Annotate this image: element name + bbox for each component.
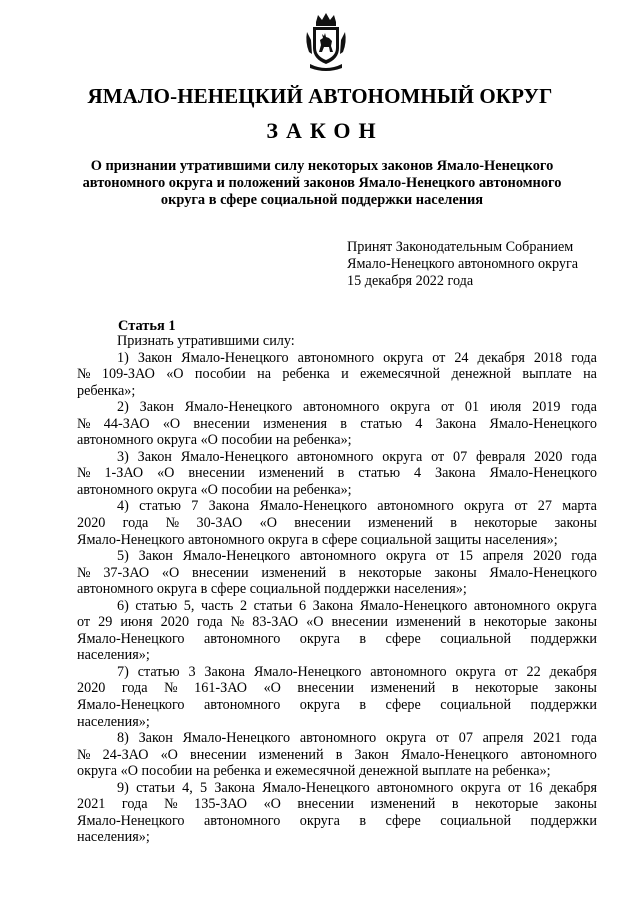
word: внесении [297,680,354,697]
word: в [339,564,346,581]
text-line: населения»; [77,713,150,730]
word: Закона [208,498,250,515]
word: 4, [182,779,193,796]
word: Ямало-Ненецкого [182,730,291,747]
word: года [571,448,597,465]
word: 2020 [77,680,106,697]
word: Ямало-Ненецкого [180,448,289,465]
word: 44-ЗАО [103,415,150,432]
word: в [450,515,457,532]
word: сфере [385,697,421,714]
word: 27 [537,498,552,515]
text-line [77,614,597,631]
adoption-line: Принят Законодательным Собранием [347,239,574,255]
word: статьи [253,597,293,614]
text-line [77,548,597,565]
text-line [77,416,597,433]
text-line [77,813,597,830]
word: 24 [454,349,469,366]
word: автономного [203,812,281,829]
word: 15 [458,548,473,565]
word: округа [386,548,427,565]
word: от [441,399,455,416]
word: 6 [299,597,307,614]
word: в [337,465,345,482]
word: Ямало-Ненецкого [253,663,362,680]
word: внесении [294,515,351,532]
word: автономного [203,630,281,647]
word: изменений [258,746,324,763]
text-line [77,399,597,416]
word: некоторые [475,680,539,697]
word: декабря [549,663,597,680]
word: Закона [204,663,245,680]
word: Закон [137,448,172,465]
word: Ямало-Ненецкого [262,779,370,796]
word: 07 [458,730,473,747]
text-line [77,664,597,681]
word: Ямало-Ненецкого [489,564,597,581]
word: 24-ЗАО [102,746,149,763]
word: Ямало-Ненецкого [359,597,468,614]
word: 01 [464,399,480,416]
word: в [451,680,459,697]
word: «О [161,564,180,581]
word: изменений [370,796,436,813]
word: «О [160,746,178,763]
word: года [122,515,149,532]
word: декабря [477,349,525,366]
word: 6) [117,597,129,614]
word: ежемесячной [360,366,441,383]
word: округа [460,779,501,796]
word: года [121,680,148,697]
word: «О [157,465,175,482]
word: 7 [191,498,199,515]
text-line [77,350,597,367]
article-body [77,333,597,846]
word: 9) [117,779,129,796]
word: внесении [297,796,354,813]
word: автономного [377,498,454,515]
word: округа [299,697,340,714]
word: Закона [435,415,477,432]
word: на [257,366,272,383]
text-line [77,730,597,747]
word: изменений [368,515,433,532]
word: поддержки [530,812,597,829]
word: 4 [415,415,423,432]
word: на [583,366,597,383]
word: Закон [354,746,389,763]
document-type-title: ЗАКОН [266,118,384,143]
word: 7) [117,663,129,680]
word: 22 [526,663,541,680]
word: № [164,796,178,813]
word: года [571,349,597,366]
text-line [77,780,597,797]
word: и [341,366,349,383]
word: изменений [258,465,324,482]
word: некоторые [474,515,538,532]
adoption-note [347,239,578,290]
word: 1) [117,349,129,366]
subject-line: округа в сфере социальной поддержки населения [160,192,484,208]
word: Закон [137,349,173,366]
adoption-line: Ямало-Ненецкого автономного округа [347,256,579,272]
word: «О [306,614,324,631]
word: от [514,498,528,515]
word: «О [263,796,281,813]
text-line: Ямало-Ненецкого автономного округа в сфере социальной защиты населения»; [77,531,558,548]
text-line: Признать утратившими силу: [117,333,295,349]
word: 2) [117,399,129,416]
word: 2019 [532,399,561,416]
adoption-date: 15 декабря 2022 года [347,273,474,289]
word: автономного [297,448,374,465]
word: автономного [297,349,375,366]
text-line [77,366,597,383]
word: Закон [139,399,174,416]
word: 2020 [160,614,190,631]
word: 37-ЗАО [103,564,150,581]
word: законы [434,564,477,581]
word: года [121,796,148,813]
word: Ямало-Ненецкого [489,465,597,482]
word: автономного [302,399,380,416]
word: 3) [117,448,129,465]
word: денежной [451,366,511,383]
word: законы [554,515,597,532]
text-line [77,449,597,466]
word: внесении [331,614,388,631]
word: от [435,730,449,747]
article-title: Статья 1 [118,318,176,334]
text-line [77,598,597,615]
word: от [431,448,445,465]
subject-line: О признании утратившими силу некоторых законов Ямало-Ненецкого [90,158,554,174]
word: февраля [475,448,526,465]
word: автономного [370,663,447,680]
text-line [77,515,597,532]
word: 2021 [77,796,106,813]
word: округа [455,663,496,680]
word: Закон [138,730,173,747]
word: в [451,796,459,813]
word: 2020 [533,548,562,565]
word: № [77,366,91,383]
text-line [77,465,597,482]
word: в [359,812,367,829]
word: автономного [376,779,454,796]
word: статью [137,663,180,680]
text-line [77,697,597,714]
word: марта [562,498,597,515]
word: № [165,515,180,532]
word: № [77,564,91,581]
text-line [77,498,597,515]
text-line [77,631,597,648]
word: округа [383,349,424,366]
word: «О [263,680,281,697]
word: года [571,548,597,565]
word: 135-ЗАО [194,796,248,813]
word: пособии [194,366,246,383]
word: некоторые [358,564,422,581]
word: округа [386,730,427,747]
word: Ямало-Ненецкого [489,415,597,432]
word: часть [200,597,234,614]
word: округа [382,448,423,465]
word: декабря [549,779,597,796]
word: «О [259,515,277,532]
word: апреля [482,548,524,565]
word: автономного [299,548,377,565]
word: в [468,614,476,631]
word: внесении [193,415,250,432]
word: изменения [263,415,328,432]
word: 2020 [534,448,563,465]
word: года [571,730,597,747]
word: «О [162,415,181,432]
text-line: населения»; [77,829,150,846]
word: Ямало-Ненецкого [181,349,289,366]
word: автономного [473,597,551,614]
word: статью [358,465,401,482]
word: поддержки [530,697,597,714]
word: 4 [413,465,422,482]
word: внесении [190,746,247,763]
word: 83-ЗАО [252,614,299,631]
text-line [77,565,597,582]
word: 2018 [533,349,563,366]
word: законы [554,680,597,697]
word: внесении [192,564,249,581]
word: статьи [136,779,175,796]
word: округа [299,812,340,829]
word: округа [556,597,597,614]
word: изменений [370,680,436,697]
text-line: округа «О пособии на ребенка и ежемесячной денежной выплате на ребенка»; [77,763,551,780]
text-line: автономного округа «О пособии на ребенка»; [77,481,352,498]
word: некоторые [475,796,539,813]
coat-of-arms-emblem [304,12,348,74]
word: от [507,779,521,796]
word: Ямало-Ненецкого [400,746,509,763]
word: 5) [117,548,129,565]
word: автономного [203,697,281,714]
text-line [77,796,597,813]
word: 07 [453,448,468,465]
word: округа [299,630,340,647]
word: выплате [522,366,572,383]
word: 161-ЗАО [194,680,248,697]
word: сфере [385,630,421,647]
text-line: ребенка»; [77,382,136,399]
word: Ямало-Ненецкого [77,812,185,829]
word: 8) [117,730,129,747]
word: апреля [482,730,524,747]
word: Ямало-Ненецкого [182,548,291,565]
word: № [77,415,91,432]
word: округа [463,498,505,515]
word: в [340,415,347,432]
word: некоторые [483,614,547,631]
word: 2 [239,597,248,614]
word: июля [489,399,522,416]
word: Закона [434,465,476,482]
word: изменений [261,564,327,581]
subject-line: автономного округа и положений законов Ямало-Ненецкого автономного [82,175,562,191]
word: № [230,614,245,631]
word: 109-ЗАО [101,366,155,383]
word: поддержки [530,630,597,647]
word: Закона [312,597,354,614]
law-subject-title [72,158,572,209]
word: 30-ЗАО [196,515,243,532]
word: от [504,663,518,680]
word: социальной [440,630,512,647]
word: 4) [117,498,129,515]
word: законы [554,796,597,813]
word: внесении [188,465,245,482]
word: в [335,746,343,763]
word: социальной [440,697,512,714]
word: 2021 [533,730,562,747]
text-line: населения»; [77,647,150,664]
word: Ямало-Ненецкого [77,630,185,647]
word: в [359,697,367,714]
text-line [77,747,597,764]
text-line [77,680,597,697]
word: 29 [98,614,113,631]
word: социальной [440,812,512,829]
word: ребенка [282,366,330,383]
word: Закона [214,779,255,796]
word: изменений [396,614,461,631]
word: года [571,399,597,416]
word: июня [120,614,153,631]
word: от [432,349,446,366]
word: Ямало-Ненецкого [77,697,185,714]
word: законы [554,614,597,631]
word: Ямало-Ненецкого [184,399,293,416]
word: Закон [138,548,173,565]
word: статью [139,498,181,515]
word: статью [135,597,178,614]
word: 5 [200,779,208,796]
word: года [197,614,223,631]
word: «О [166,366,184,383]
word: № [164,680,178,697]
word: № [77,746,91,763]
text-line: автономного округа в сфере социальной поддержки населения»; [77,581,467,598]
word: 3 [188,663,196,680]
word: округа [390,399,431,416]
word: Ямало-Ненецкого [259,498,367,515]
word: № [77,465,91,482]
word: статью [360,415,403,432]
word: 5, [183,597,195,614]
word: от [435,548,449,565]
word: 16 [528,779,543,796]
word: от [77,614,91,631]
word: в [359,630,367,647]
word: сфере [385,812,421,829]
text-line: автономного округа «О пособии на ребенка»; [77,432,352,449]
word: 2020 [77,515,106,532]
word: автономного [299,730,377,747]
word: 1-ЗАО [104,465,144,482]
region-name: ЯМАЛО-НЕНЕЦКИЙ АВТОНОМНЫЙ ОКРУГ [87,84,553,108]
word: автономного [520,746,597,763]
